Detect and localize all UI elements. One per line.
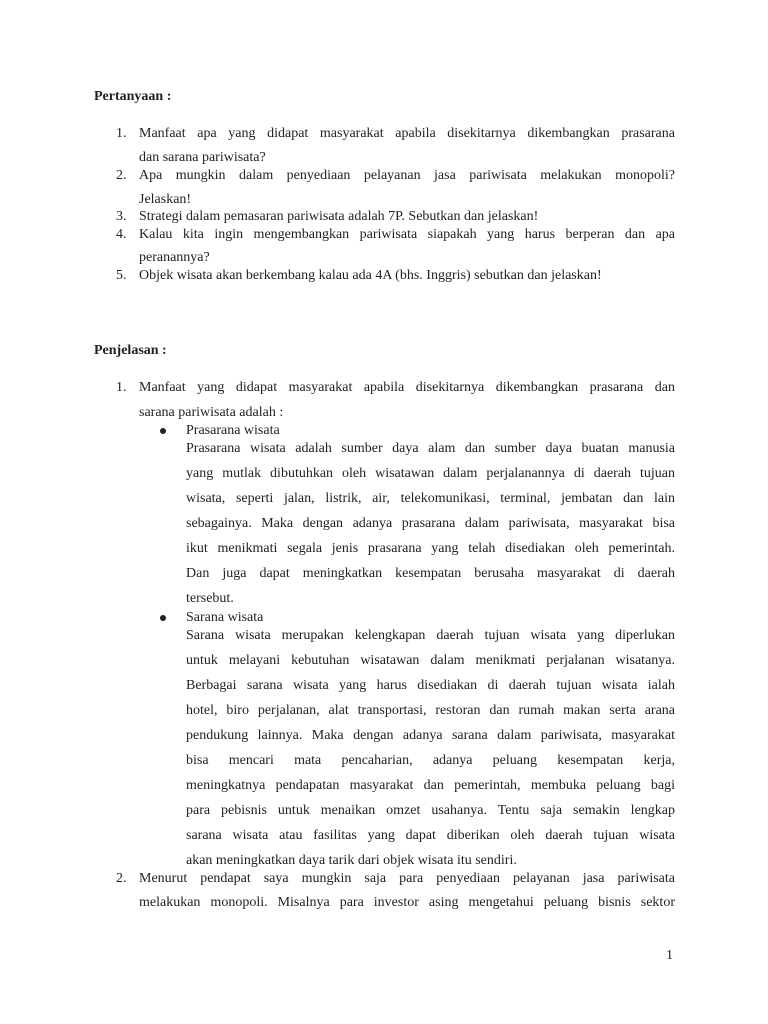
- page-number: 1: [666, 948, 673, 963]
- paragraph-line: yang mutlak dibutuhkan oleh wisatawan dalam perjalanannya di daerah tujuan: [186, 466, 675, 481]
- question-line: Manfaat apa yang didapat masyarakat apabila disekitarnya dikembangkan prasarana: [139, 126, 675, 141]
- paragraph-line: Sarana wisata merupakan kelengkapan daerah tujuan wisata yang diperlukan: [186, 628, 675, 643]
- explanation-line: Manfaat yang didapat masyarakat apabila disekitarnya dikembangkan prasarana dan: [139, 380, 675, 395]
- explanation-line: Menurut pendapat saya mungkin saja para penyediaan pelayanan jasa pariwisata: [139, 871, 675, 886]
- paragraph-line: sebagainya. Maka dengan adanya prasarana dalam pariwisata, masyarakat bisa: [186, 516, 675, 531]
- bullet-icon: [160, 610, 168, 618]
- explanation-heading: Penjelasan :: [94, 343, 167, 358]
- question-number: 1.: [116, 126, 127, 141]
- question-line: Apa mungkin dalam penyediaan pelayanan jasa pariwisata melakukan monopoli?: [139, 168, 675, 183]
- question-line: peranannya?: [139, 250, 210, 265]
- question-line: Jelaskan!: [139, 192, 192, 207]
- paragraph-line: tersebut.: [186, 591, 234, 606]
- explanation-number: 1.: [116, 380, 127, 395]
- paragraph-line: sarana wisata atau fasilitas yang dapat diberikan oleh daerah tujuan wisata: [186, 828, 675, 843]
- paragraph-line: Dan juga dapat meningkatkan kesempatan berusaha masyarakat di daerah: [186, 566, 675, 581]
- question-line: Strategi dalam pemasaran pariwisata adalah 7P. Sebutkan dan jelaskan!: [139, 209, 539, 224]
- paragraph-line: meningkatnya pendapatan masyarakat dan pemerintah, membuka peluang bagi: [186, 778, 675, 793]
- explanation-number: 2.: [116, 871, 127, 886]
- question-line: Objek wisata akan berkembang kalau ada 4A (bhs. Inggris) sebutkan dan jelaskan!: [139, 268, 602, 283]
- question-number: 5.: [116, 268, 127, 283]
- paragraph-line: untuk melayani kebutuhan wisatawan dalam menikmati perjalanan wisatanya.: [186, 653, 675, 668]
- explanation-line: sarana pariwisata adalah :: [139, 405, 284, 420]
- question-line: Kalau kita ingin mengembangkan pariwisata siapakah yang harus berperan dan apa: [139, 227, 675, 242]
- paragraph-line: Prasarana wisata adalah sumber daya alam dan sumber daya buatan manusia: [186, 441, 675, 456]
- bullet-title: Prasarana wisata: [186, 423, 280, 438]
- paragraph-line: pendukung lainnya. Maka dengan adanya sarana dalam pariwisata, masyarakat: [186, 728, 675, 743]
- paragraph-line: Berbagai sarana wisata yang harus disediakan di daerah tujuan wisata ialah: [186, 678, 675, 693]
- bullet-title: Sarana wisata: [186, 610, 264, 625]
- question-number: 2.: [116, 168, 127, 183]
- question-number: 3.: [116, 209, 127, 224]
- paragraph-line: para pebisnis untuk menaikan omzet usahanya. Tentu saja semakin lengkap: [186, 803, 675, 818]
- explanation-line: melakukan monopoli. Misalnya para investor asing mengetahui peluang bisnis sektor: [139, 895, 675, 910]
- paragraph-line: wisata, seperti jalan, listrik, air, telekomunikasi, terminal, jembatan dan lain: [186, 491, 675, 506]
- paragraph-line: hotel, biro perjalanan, alat transportasi, restoran dan rumah makan serta arana: [186, 703, 675, 718]
- paragraph-line: ikut menikmati segala jenis prasarana yang telah disediakan oleh pemerintah.: [186, 541, 675, 556]
- question-line: dan sarana pariwisata?: [139, 150, 266, 165]
- question-number: 4.: [116, 227, 127, 242]
- bullet-icon: [160, 423, 168, 431]
- paragraph-line: akan meningkatkan daya tarik dari objek wisata itu sendiri.: [186, 853, 517, 868]
- paragraph-line: bisa mencari mata pencaharian, adanya peluang kesempatan kerja,: [186, 753, 675, 768]
- questions-heading: Pertanyaan :: [94, 89, 172, 104]
